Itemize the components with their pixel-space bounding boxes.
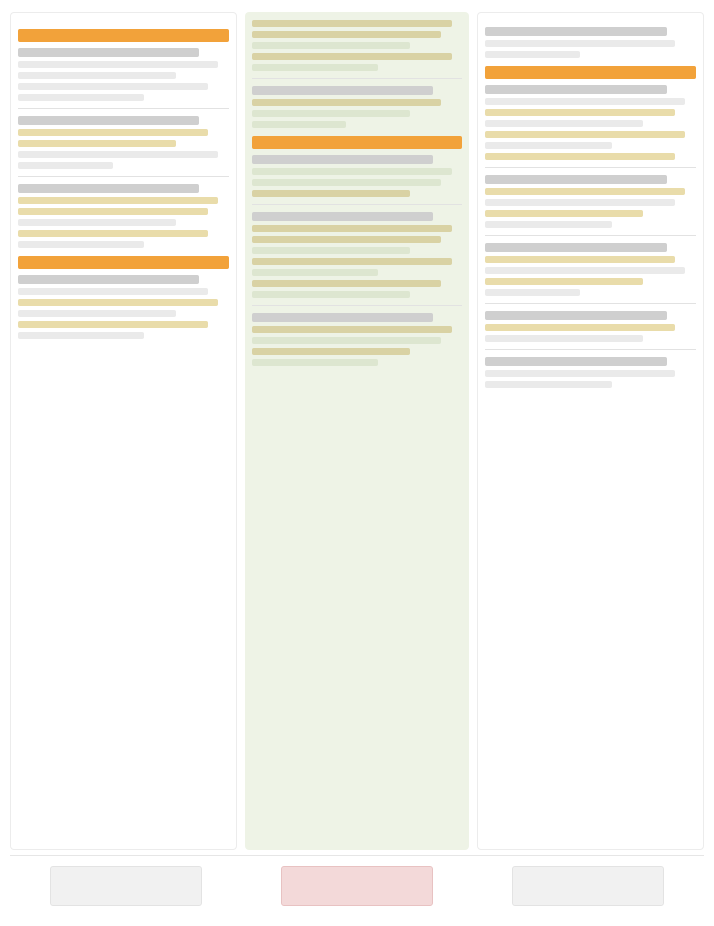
text-line [485, 199, 675, 206]
text-line [485, 210, 643, 217]
logo [512, 866, 664, 906]
text-line [252, 348, 410, 355]
text-line [252, 31, 442, 38]
divider [18, 108, 229, 109]
text-line [252, 168, 452, 175]
divider [252, 204, 463, 205]
text-line [485, 381, 611, 388]
text-line [485, 278, 643, 285]
text-line [485, 324, 675, 331]
footer-logos [10, 855, 704, 916]
day-header [485, 66, 696, 79]
section-title [252, 86, 433, 95]
divider [252, 78, 463, 79]
text-line [485, 370, 675, 377]
text-line [252, 359, 378, 366]
section-title [18, 48, 199, 57]
text-line [252, 99, 442, 106]
text-line [18, 230, 208, 237]
day-header [18, 256, 229, 269]
section-title [18, 275, 199, 284]
divider [485, 303, 696, 304]
divider [485, 235, 696, 236]
section-title [485, 27, 666, 36]
section-title [485, 357, 666, 366]
section-title [18, 116, 199, 125]
text-line [252, 190, 410, 197]
text-line [18, 129, 208, 136]
text-line [485, 267, 685, 274]
section-title [252, 155, 433, 164]
text-line [18, 208, 208, 215]
section-title [18, 184, 199, 193]
text-line [485, 153, 675, 160]
text-line [18, 241, 144, 248]
text-line [18, 310, 176, 317]
text-line [252, 225, 452, 232]
text-line [485, 142, 611, 149]
text-line [252, 236, 442, 243]
program-columns [10, 12, 704, 850]
text-line [18, 288, 208, 295]
text-line [485, 131, 685, 138]
text-line [252, 280, 442, 287]
text-line [18, 151, 218, 158]
program-column-2 [245, 12, 470, 850]
section-title [485, 243, 666, 252]
divider [252, 305, 463, 306]
logo [50, 866, 202, 906]
text-line [485, 188, 685, 195]
text-line [485, 109, 675, 116]
text-line [485, 289, 580, 296]
program-column-3 [477, 12, 704, 850]
program-column-1 [10, 12, 237, 850]
text-line [252, 337, 442, 344]
text-line [252, 258, 452, 265]
day-header [18, 29, 229, 42]
text-line [18, 72, 176, 79]
text-line [485, 40, 675, 47]
text-line [485, 221, 611, 228]
logo [281, 866, 433, 906]
text-line [252, 291, 410, 298]
section-title [485, 85, 666, 94]
section-title [252, 313, 433, 322]
text-line [18, 321, 208, 328]
text-line [18, 332, 144, 339]
text-line [252, 179, 442, 186]
text-line [18, 162, 113, 169]
text-line [252, 20, 452, 27]
text-line [252, 247, 410, 254]
text-line [485, 335, 643, 342]
text-line [252, 326, 452, 333]
text-line [485, 98, 685, 105]
text-line [252, 110, 410, 117]
text-line [252, 121, 347, 128]
text-line [18, 219, 176, 226]
text-line [485, 256, 675, 263]
text-line [252, 53, 452, 60]
section-title [485, 311, 666, 320]
divider [18, 176, 229, 177]
day-header [252, 136, 463, 149]
text-line [252, 42, 410, 49]
text-line [18, 299, 218, 306]
text-line [18, 61, 218, 68]
divider [485, 349, 696, 350]
text-line [18, 94, 144, 101]
text-line [18, 197, 218, 204]
divider [485, 167, 696, 168]
text-line [252, 269, 378, 276]
text-line [18, 140, 176, 147]
text-line [485, 120, 643, 127]
text-line [485, 51, 580, 58]
section-title [485, 175, 666, 184]
text-line [18, 83, 208, 90]
text-line [252, 64, 378, 71]
section-title [252, 212, 433, 221]
